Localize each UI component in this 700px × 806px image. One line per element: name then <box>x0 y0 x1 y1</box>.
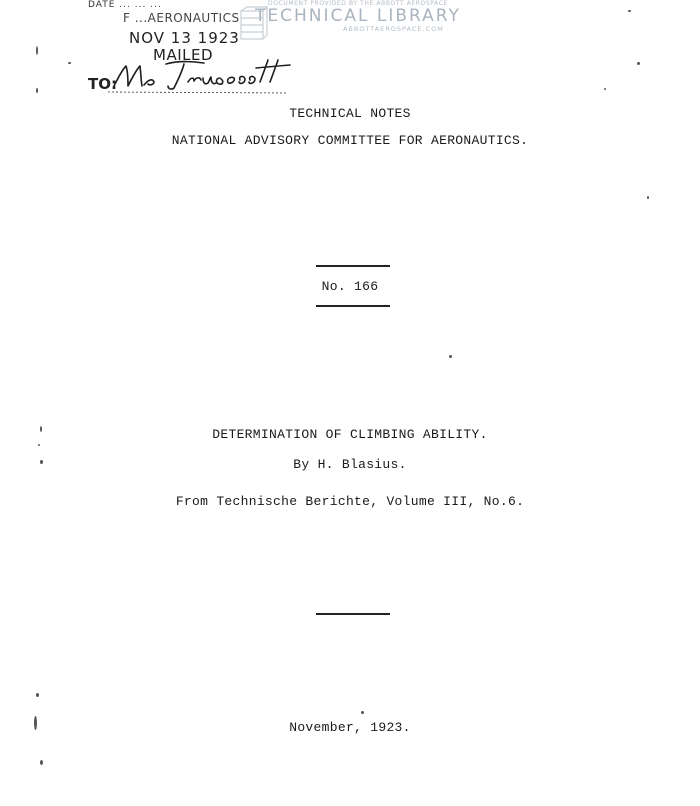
scan-mark <box>604 88 606 90</box>
scan-mark <box>36 88 38 93</box>
document-author: By H. Blasius. <box>293 457 407 472</box>
scan-mark <box>361 711 364 714</box>
scan-mark <box>449 355 452 358</box>
document-date: November, 1923. <box>289 720 411 735</box>
scan-mark <box>40 460 43 464</box>
handwritten-recipient-signature <box>108 56 293 96</box>
scan-mark <box>40 760 43 765</box>
scan-mark <box>36 693 39 697</box>
scan-mark <box>68 62 71 64</box>
divider-above-number <box>316 265 390 267</box>
scan-mark <box>628 10 631 12</box>
watermark-title: TECHNICAL LIBRARY <box>255 6 461 26</box>
scan-mark <box>36 46 38 55</box>
stamp-date: NOV 13 1923 <box>129 29 240 47</box>
document-source: From Technische Berichte, Volume III, No.6. <box>175 494 525 509</box>
scan-mark <box>38 444 40 446</box>
to-label: TO: <box>88 75 117 93</box>
scan-mark <box>40 426 42 432</box>
divider-below-number <box>316 305 390 307</box>
document-title: DETERMINATION OF CLIMBING ABILITY. <box>212 427 488 442</box>
scan-mark <box>637 62 640 65</box>
committee-heading: NATIONAL ADVISORY COMMITTEE FOR AERONAUTICS. <box>171 133 529 148</box>
series-heading: TECHNICAL NOTES <box>289 106 411 121</box>
stamp-header-fragment: DATE ... ... ... <box>88 0 162 10</box>
stamp-aeronautics-fragment: F ...AERONAUTICS <box>123 11 240 25</box>
scan-mark <box>34 716 37 730</box>
scan-mark <box>647 196 649 199</box>
stamp-mailed: MAILED <box>153 46 214 64</box>
note-number: No. 166 <box>321 279 379 294</box>
divider-bottom <box>316 613 390 615</box>
watermark-url: ABBOTTAEROSPACE.COM <box>343 25 444 33</box>
watermark-provided-by: DOCUMENT PROVIDED BY THE ABBOTT AEROSPACE <box>268 0 448 7</box>
